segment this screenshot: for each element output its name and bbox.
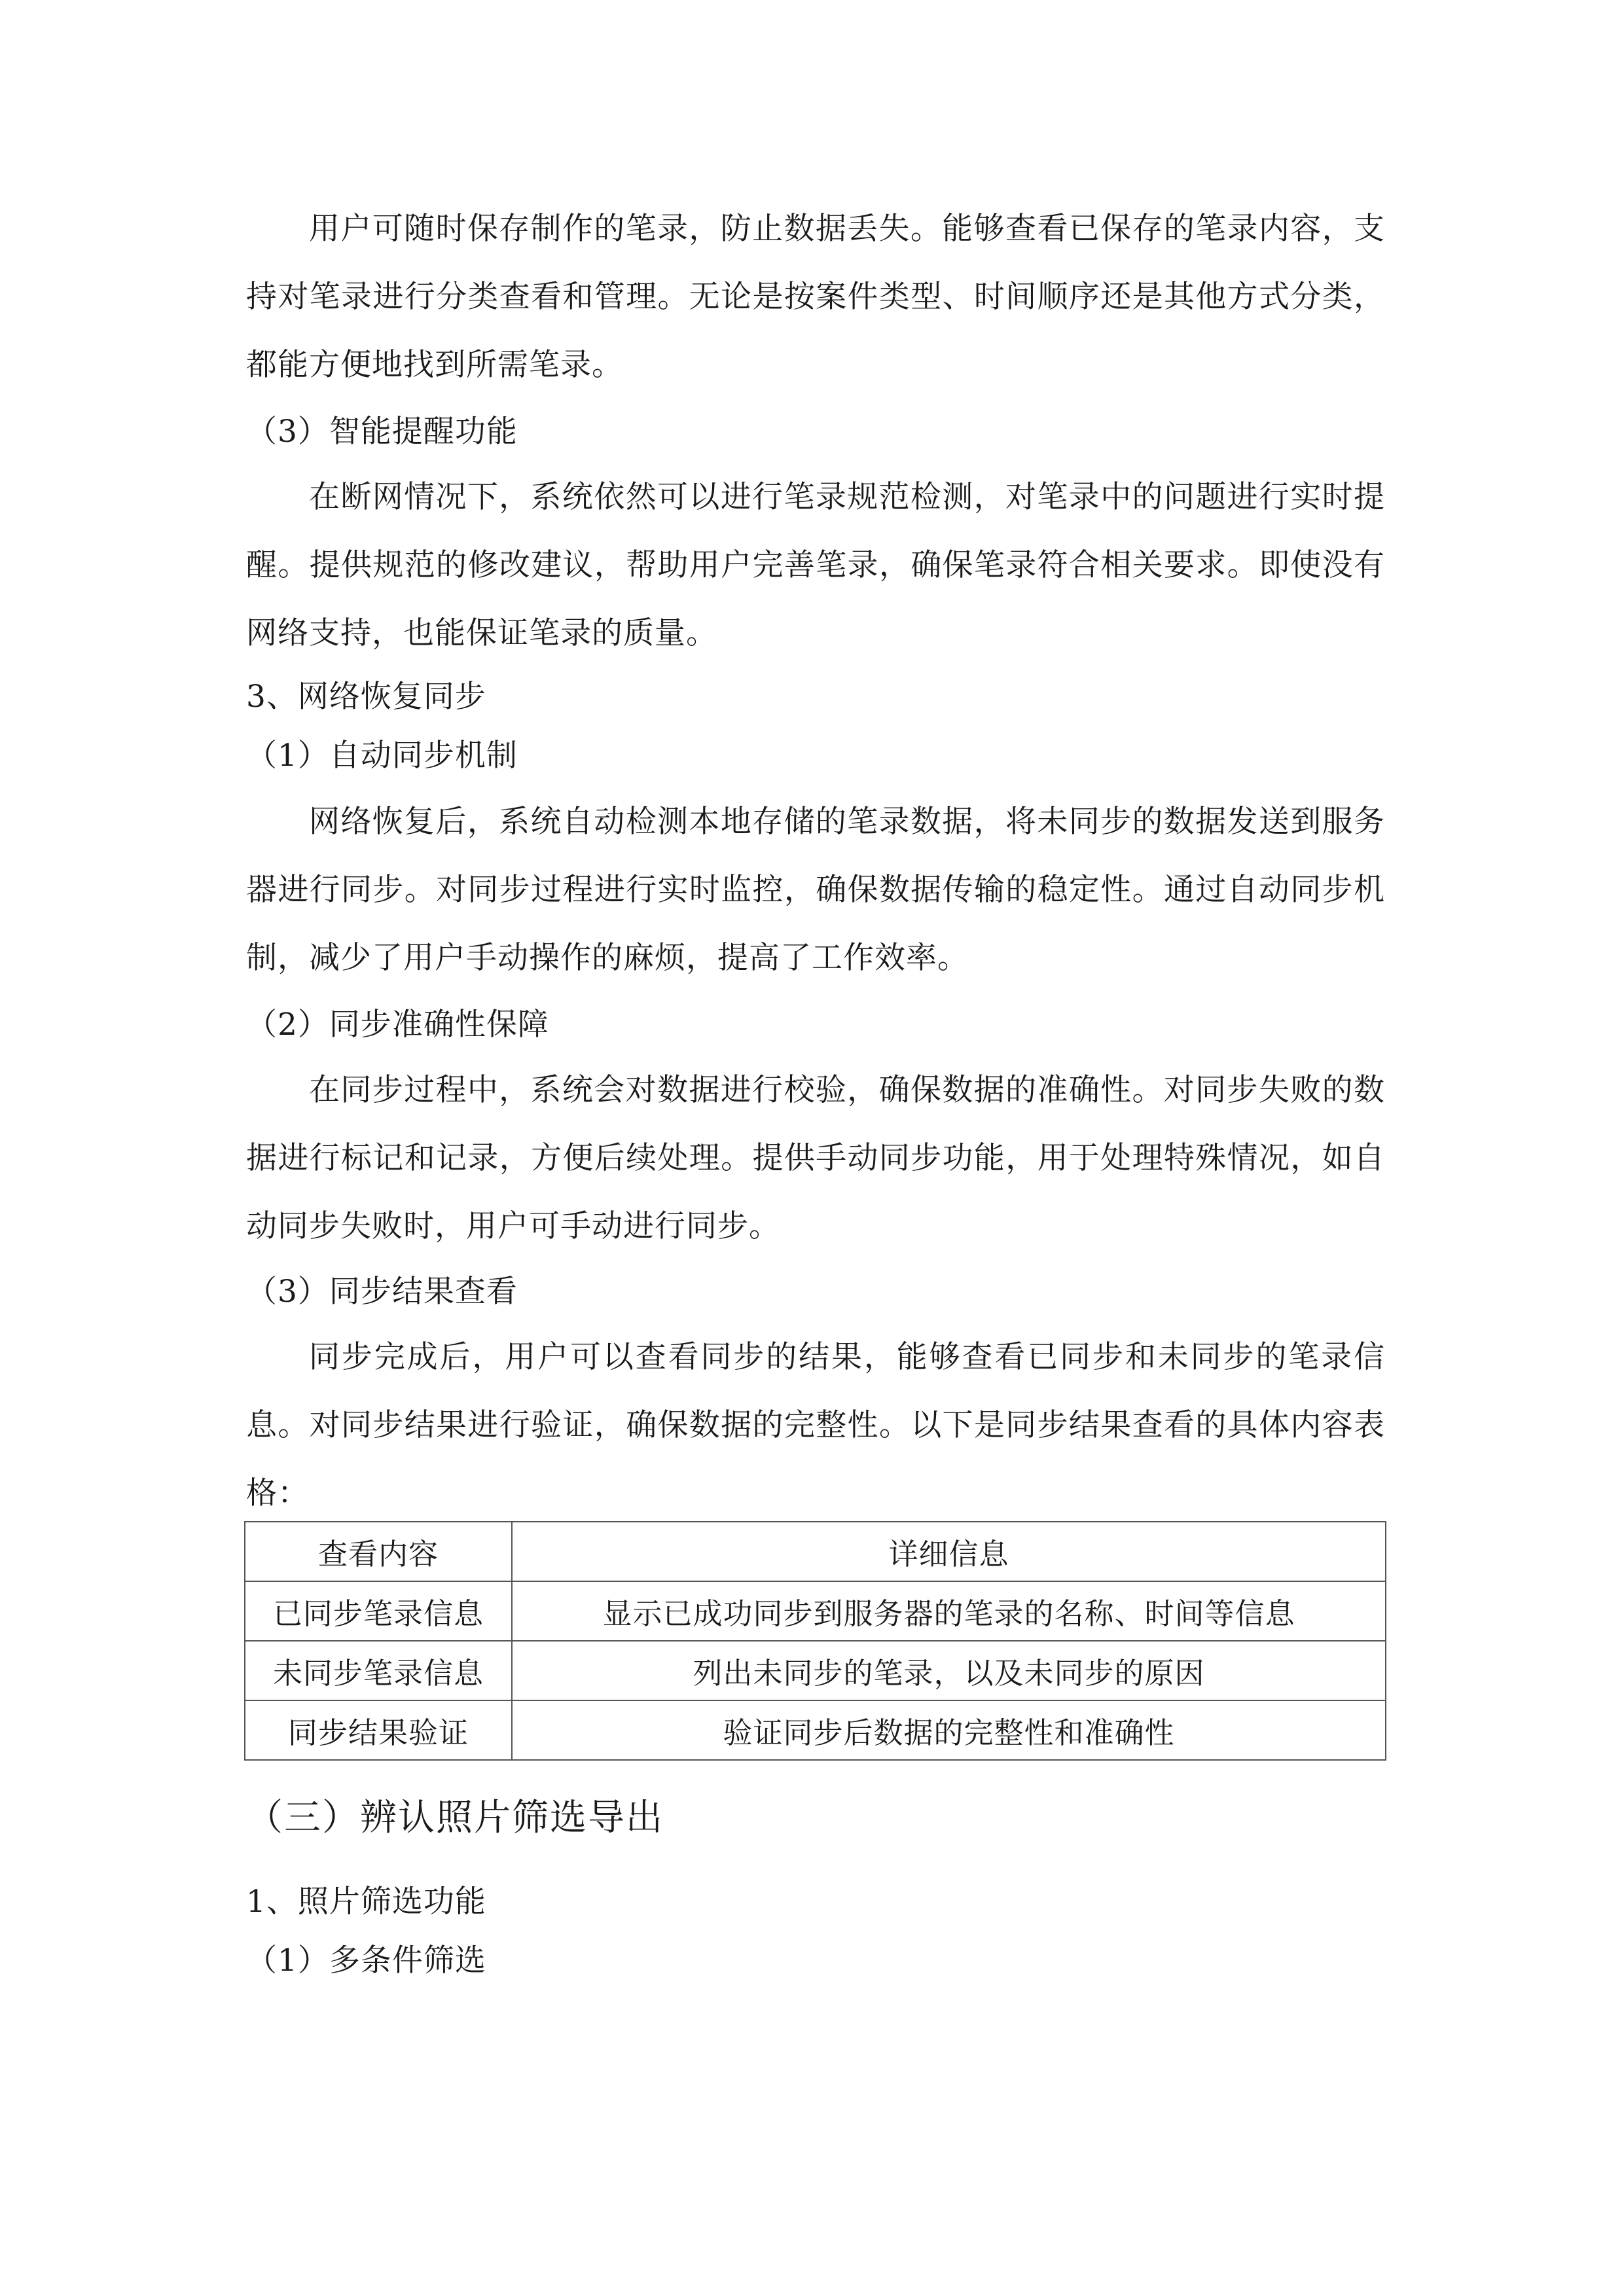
table-cell: 验证同步后数据的完整性和准确性 (512, 1700, 1386, 1760)
table-cell: 未同步笔录信息 (245, 1641, 512, 1700)
paragraph-save-notes: 用户可随时保存制作的笔录，防止数据丢失。能够查看已保存的笔录内容，支持对笔录进行分类查看和管理。无论是按案件类型、时间顺序还是其他方式分类，都能方便地找到所需笔录。 (246, 211, 1385, 383)
heading-auto-sync: （1）自动同步机制 (246, 738, 518, 774)
table-row (245, 1641, 1386, 1700)
table-cell: 显示已成功同步到服务器的笔录的名称、时间等信息 (512, 1581, 1386, 1641)
paragraph-sync-accuracy: 在同步过程中，系统会对数据进行校验，确保数据的准确性。对同步失败的数据进行标记和记录，方便后续处理。提供手动同步功能，用于处理特殊情况，如自动同步失败时，用户可手动进行同步。 (246, 1072, 1385, 1244)
paragraph-sync-result: 同步完成后，用户可以查看同步的结果，能够查看已同步和未同步的笔录信息。对同步结果进行验证，确保数据的完整性。以下是同步结果查看的具体内容表格： (246, 1339, 1385, 1511)
heading-multi-filter: （1）多条件筛选 (246, 1943, 486, 1979)
table-cell: 列出未同步的笔录，以及未同步的原因 (512, 1641, 1386, 1700)
heading-sync-result: （3）同步结果查看 (246, 1274, 518, 1310)
paragraph-smart-reminder: 在断网情况下，系统依然可以进行笔录规范检测，对笔录中的问题进行实时提醒。提供规范的修改建议，帮助用户完善笔录，确保笔录符合相关要求。即使没有网络支持，也能保证笔录的质量。 (246, 479, 1385, 651)
table-header-cell: 详细信息 (512, 1522, 1386, 1581)
heading-photo-filter: 1、照片筛选功能 (246, 1884, 486, 1920)
table-header-row (245, 1522, 1386, 1581)
heading-sync-accuracy: （2）同步准确性保障 (246, 1007, 549, 1043)
section-heading-photo-export: （三）辨认照片筛选导出 (246, 1797, 664, 1839)
table-row (245, 1581, 1386, 1641)
sync-result-table (244, 1521, 1386, 1761)
paragraph-auto-sync: 网络恢复后，系统自动检测本地存储的笔录数据，将未同步的数据发送到服务器进行同步。对同步过程进行实时监控，确保数据传输的稳定性。通过自动同步机制，减少了用户手动操作的麻烦，提高了工作效率。 (246, 804, 1385, 976)
table-header-cell: 查看内容 (245, 1522, 512, 1581)
table-row (245, 1700, 1386, 1760)
heading-network-sync: 3、网络恢复同步 (246, 679, 486, 715)
heading-smart-reminder: （3）智能提醒功能 (246, 414, 518, 450)
table-cell: 同步结果验证 (245, 1700, 512, 1760)
table-cell: 已同步笔录信息 (245, 1581, 512, 1641)
